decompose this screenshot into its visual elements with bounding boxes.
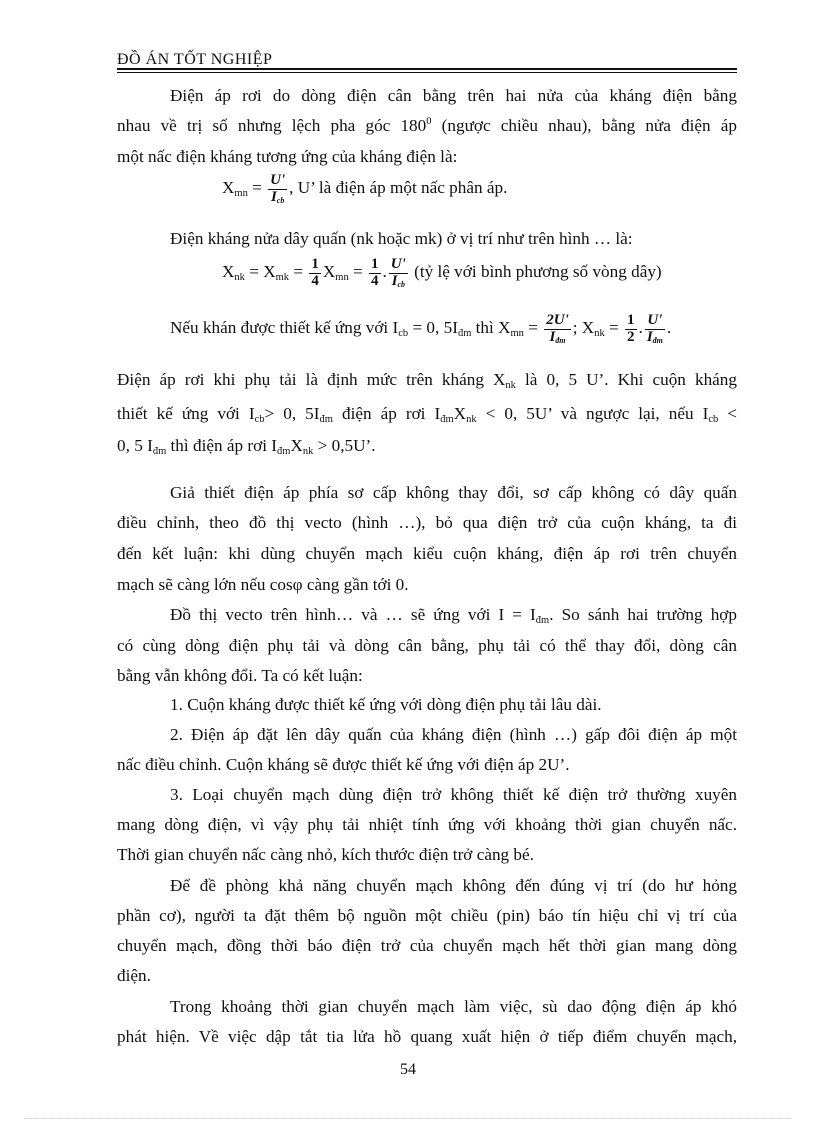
paragraph-line: thiết kế ứng với $I_{cb}> 0$, $5I_{đm}$ điện áp rơi $I_{đm}X_{nk} < 0$, 5U’ và ngược lại, nếu $I_{cb}$ < — [117, 404, 737, 425]
fraction: $\frac{2U'}{I_{đm}}$ — [546, 312, 569, 345]
paragraph-line: điều chỉnh, theo đồ thị vecto (hình …), bỏ qua điện trở của cuộn kháng, ta đi — [117, 513, 737, 532]
paragraph-line: Đồ thị vecto trên hình… và … sẽ ứng với $I = I_{đm}$. So sánh hai trường hợp — [170, 605, 737, 626]
fraction: $\frac{1}{4}$ — [311, 256, 319, 289]
list-item: 1. Cuộn kháng được thiết kế ứng với dòng điện phụ tải lâu dài. — [170, 695, 602, 714]
paragraph-line: Điện áp rơi khi phụ tải là định mức trên kháng $X_{nk}$ là 0, 5 U’. Khi cuộn kháng — [117, 370, 737, 391]
page-number: 54 — [400, 1061, 416, 1078]
paragraph-line: điện. — [117, 966, 151, 985]
paragraph-line: Trong khoảng thời gian chuyển mạch làm việc, sù dao động điện áp khó — [170, 997, 737, 1016]
paragraph-line: một nấc điện kháng tương ứng của kháng điện là: — [117, 147, 458, 166]
paragraph-line: chuyển mạch, đồng thời báo điện trở của chuyển mạch hết thời gian mang dòng — [117, 936, 737, 955]
paragraph-line: nhau về trị số nhưng lệch pha góc $180^0$ (ngược chiều nhau), bằng nửa điện áp — [117, 116, 738, 135]
list-item-continuation: mang dòng điện, vì vậy phụ tải nhiệt tính ứng với khoảng thời gian chuyển nấc. — [117, 815, 737, 834]
fraction: $\frac{U'}{I_{đm}}$ — [646, 312, 663, 345]
paragraph-line: Giả thiết điện áp phía sơ cấp không thay đổi, sơ cấp không có dây quấn — [170, 483, 737, 502]
paragraph-line: đến kết luận: khi dùng chuyển mạch kiểu cuộn kháng, điện áp rơi trên chuyển — [117, 544, 737, 563]
page-bottom-divider — [24, 1118, 792, 1119]
list-item-continuation: Thời gian chuyển nấc càng nhỏ, kích thước điện trở càng bé. — [117, 845, 534, 864]
paragraph-line: mạch sẽ càng lớn nếu cosφ càng gần tới 0. — [117, 575, 409, 594]
fraction: $\frac{1}{2}$ — [627, 312, 635, 345]
paragraph-line: phát hiện. Về việc dập tắt tia lửa hồ quang xuất hiện ở tiếp điểm chuyển mạch, — [117, 1027, 737, 1046]
paragraph-line: phần cơ), người ta đặt thêm bộ nguồn một chiều (pin) báo tín hiệu chỉ vị trí của — [117, 906, 737, 925]
paragraph-line: có cùng dòng điện phụ tải và dòng cân bằng, phụ tải có thể thay đổi, dòng cân — [117, 636, 737, 655]
fraction: $\frac{U'}{I_{cb}}$ — [390, 256, 406, 289]
header-rule — [117, 68, 737, 70]
paragraph-line: Điện kháng nửa dây quấn (nk hoặc mk) ở vị trí như trên hình … là: — [170, 229, 633, 248]
equation-design: Nếu khán được thiết kế ứng với $I_{cb} = 0$, $5I_{đm}$ thì $X_{mn}$ = $\frac{2U'}{I_{đm}}$ ; $X_{nk}$ = $\frac{1}{2}$ . $\frac{U'}{I_{đm}}$ . — [170, 312, 672, 345]
fraction: $\frac{1}{4}$ — [371, 256, 379, 289]
list-item-continuation: nấc điều chỉnh. Cuộn kháng sẽ được thiết kế ứng với điện áp 2U’. — [117, 755, 570, 774]
paragraph-line: Để đề phòng khả năng chuyển mạch không đến đúng vị trí (do hư hỏng — [170, 876, 737, 895]
header-rule-thin — [117, 72, 737, 73]
fraction: $\frac{U'}{I_{cb}}$ — [270, 172, 286, 205]
list-item: 2. Điện áp đặt lên dây quấn của kháng điện (hình …) gấp đôi điện áp một — [170, 725, 737, 744]
header-title: ĐỒ ÁN TỐT NGHIỆP — [117, 51, 273, 68]
equation-xmn: $X_{mn}$ = $\frac{U'}{I_{cb}}$ , U’ là điện áp một nấc phân áp. — [222, 172, 508, 205]
paragraph-line: bằng vẫn không đổi. Ta có kết luận: — [117, 666, 363, 685]
equation-xnk: $X_{nk} = X_{mk}$ = $\frac{1}{4}$ $X_{mn}$ = $\frac{1}{4}$ . $\frac{U'}{I_{cb}}$ (tỷ lệ với bình phương số vòng dây) — [222, 256, 662, 289]
paragraph-line: 0, 5 $I_{đm}$ thì điện áp rơi $I_{đm}X_{nk} > 0,5U$’. — [117, 436, 376, 457]
list-item: 3. Loại chuyển mạch dùng điện trở không thiết kế điện trở thường xuyên — [170, 785, 737, 804]
paragraph-line: Điện áp rơi do dòng điện cân bằng trên hai nửa của kháng điện bằng — [170, 86, 737, 105]
